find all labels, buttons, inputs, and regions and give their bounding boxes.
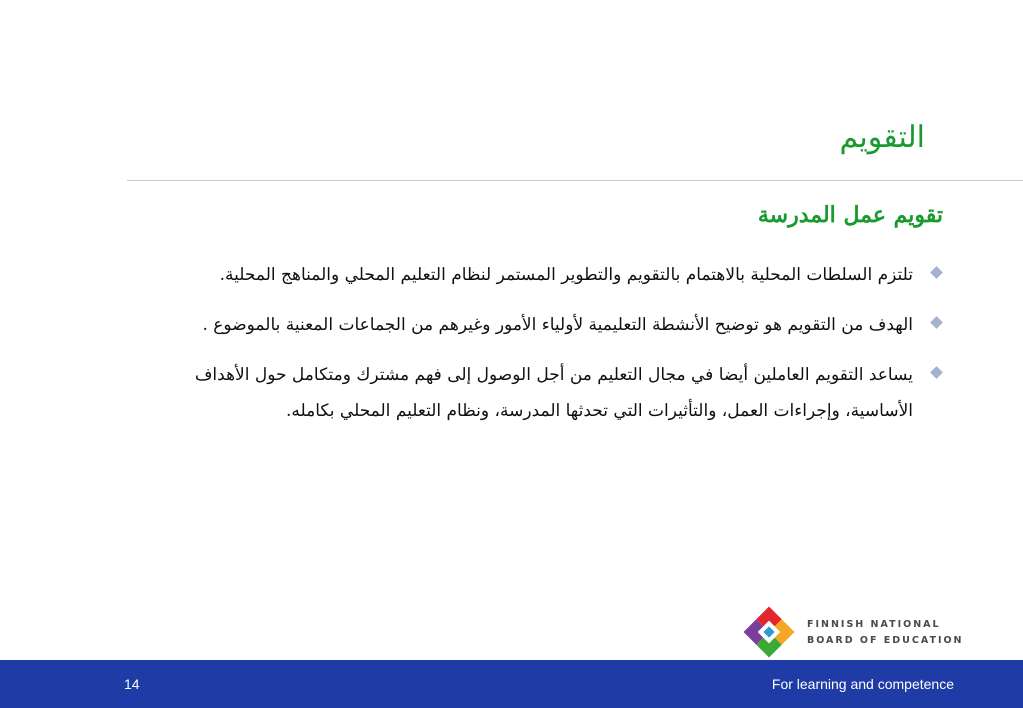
footer-bar bbox=[0, 660, 1023, 708]
logo-line-1: FINNISH NATIONAL bbox=[807, 619, 941, 630]
bullet-text: يساعد التقويم العاملين أيضا في مجال التعليم من أجل الوصول إلى فهم مشترك ومتكامل حول الأهداف الأساسية، وإجراءات العمل، والتأثيرات التي تحدثها المدرسة، ونظام التعليم المحلي بكامله. bbox=[194, 365, 913, 421]
logo-diamond-icon bbox=[741, 604, 797, 660]
bullet-text: تلتزم السلطات المحلية بالاهتمام بالتقويم والتطوير المستمر لنظام التعليم المحلي والمناهج المحلية. bbox=[219, 265, 913, 285]
logo-line-2: BOARD OF EDUCATION bbox=[807, 635, 964, 646]
bullet-list bbox=[123, 257, 943, 443]
bullet-item bbox=[123, 307, 943, 343]
bullet-text: الهدف من التقويم هو توضيح الأنشطة التعليمية لأولياء الأمور وغيرهم من الجماعات المعنية بالموضوع . bbox=[202, 315, 913, 335]
fnbe-logo bbox=[741, 604, 964, 660]
diamond-bullet-icon bbox=[930, 266, 943, 279]
slide-title: التقويم bbox=[839, 120, 925, 155]
page-number: 14 bbox=[124, 676, 140, 692]
diamond-bullet-icon bbox=[930, 366, 943, 379]
diamond-bullet-icon bbox=[930, 316, 943, 329]
logo-text bbox=[807, 617, 964, 649]
footer-tagline: For learning and competence bbox=[771, 676, 954, 692]
title-divider bbox=[127, 180, 1023, 181]
slide-subtitle: تقويم عمل المدرسة bbox=[757, 202, 943, 228]
bullet-item bbox=[123, 257, 943, 293]
bullet-item bbox=[123, 357, 943, 429]
